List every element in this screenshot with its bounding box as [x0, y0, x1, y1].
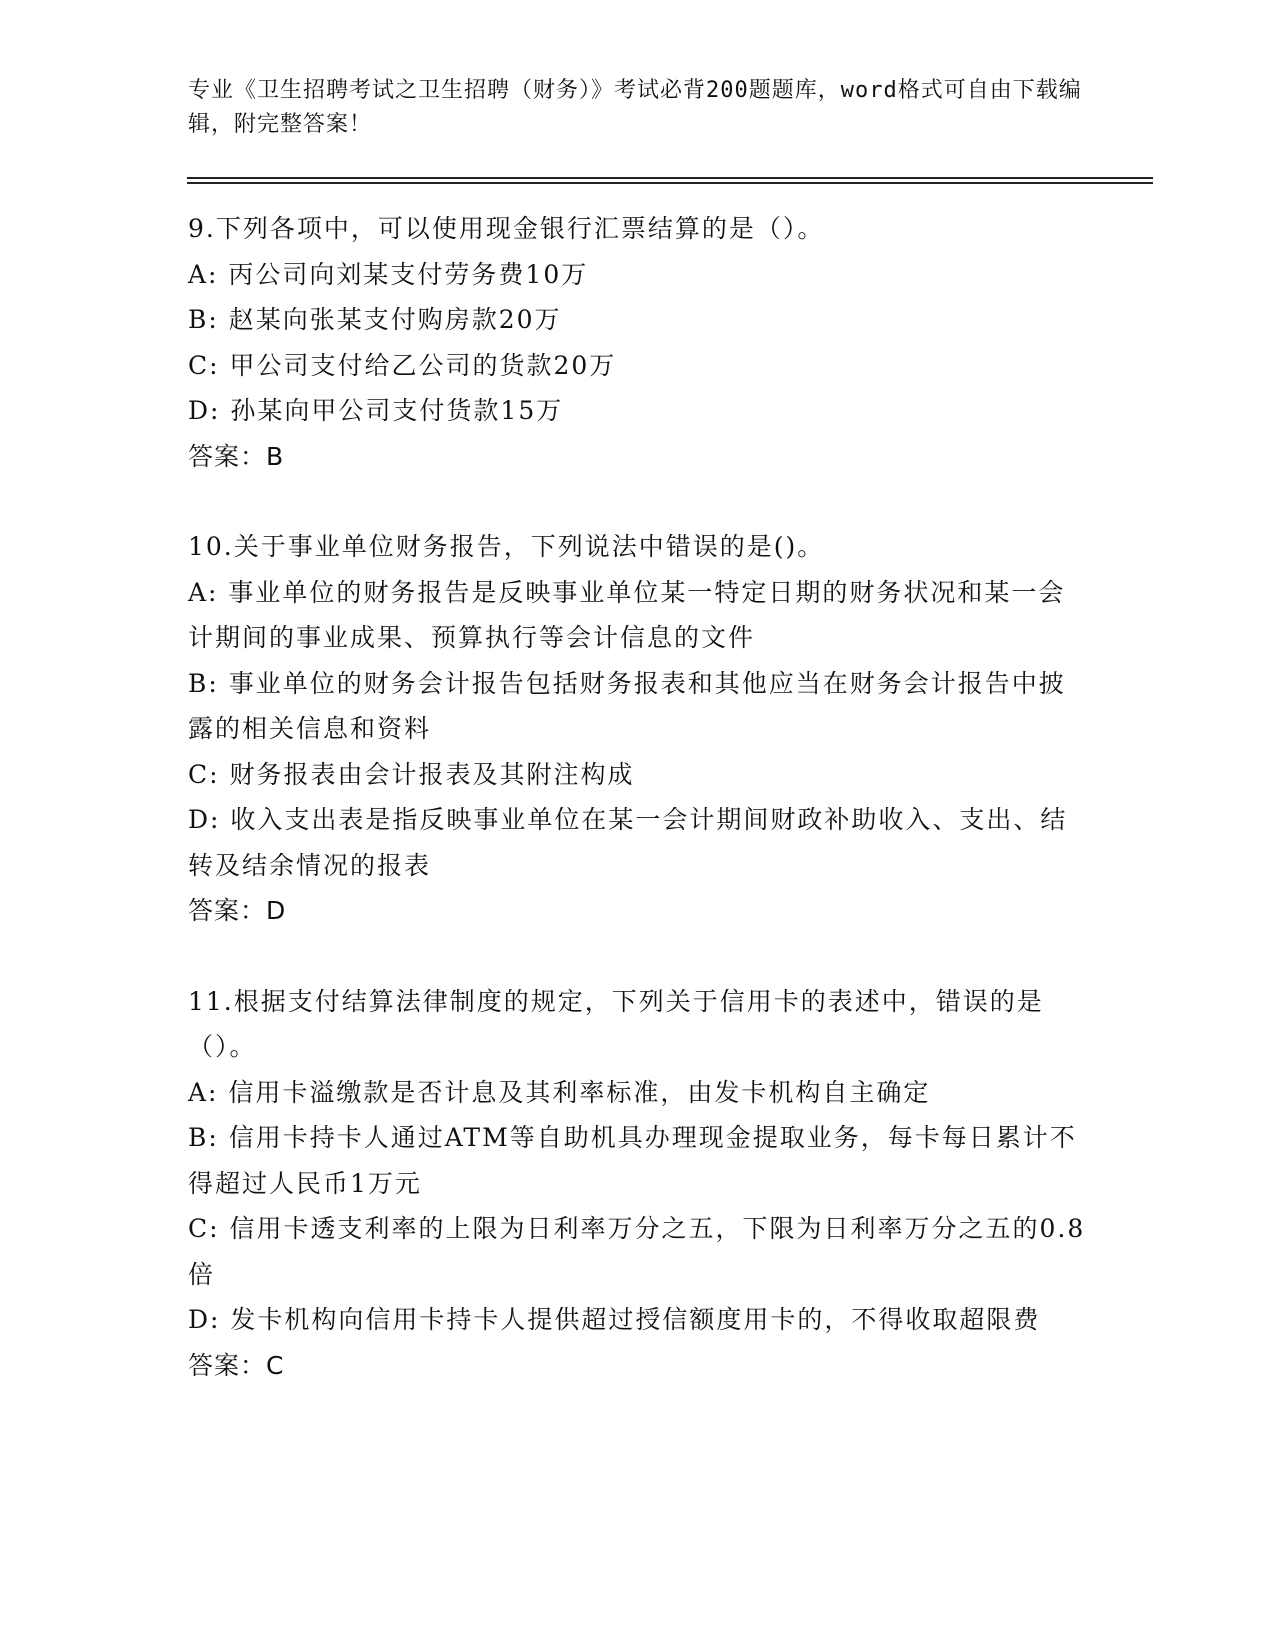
option-a: A: 事业单位的财务报告是反映事业单位某一特定日期的财务状况和某一会计期间的事业成果、预算执行等会计信息的文件	[188, 577, 1066, 652]
option-b: B: 事业单位的财务会计报告包括财务报表和其他应当在财务会计报告中披露的相关信息和资料	[188, 668, 1066, 743]
option-d: D: 孙某向甲公司支付货款15万	[188, 396, 564, 425]
header-divider-top	[187, 177, 1153, 179]
option-a: A: 丙公司向刘某支付劳务费10万	[188, 259, 589, 289]
option-d: D: 收入支出表是指反映事业单位在某一会计期间财政补助收入、支出、结转及结余情况的报表	[188, 805, 1068, 880]
question-item	[188, 979, 1088, 1389]
option-a: A: 信用卡溢缴款是否计息及其利率标准，由发卡机构自主确定	[188, 1077, 931, 1107]
answer-line: 答案：D	[188, 896, 287, 925]
question-stem: 11.根据支付结算法律制度的规定，下列关于信用卡的表述中，错误的是（）。	[188, 986, 1044, 1061]
question-list	[188, 206, 1088, 1433]
question-stem: 10.关于事业单位财务报告，下列说法中错误的是()。	[188, 532, 825, 561]
question-item	[188, 524, 1088, 934]
option-c: C: 甲公司支付给乙公司的货款20万	[188, 350, 617, 380]
option-d: D: 发卡机构向信用卡持卡人提供超过授信额度用卡的，不得收取超限费	[188, 1305, 1041, 1334]
option-b: B: 赵某向张某支付购房款20万	[188, 305, 562, 334]
question-stem: 9.下列各项中，可以使用现金银行汇票结算的是（）。	[188, 214, 825, 243]
answer-line: 答案：B	[188, 441, 285, 471]
option-c: C: 财务报表由会计报表及其附注构成	[188, 759, 635, 789]
option-b: B: 信用卡持卡人通过ATM等自助机具办理现金提取业务，每卡每日累计不得超过人民币1万元	[188, 1123, 1077, 1198]
header-divider-bottom	[187, 182, 1153, 184]
answer-line: 答案：C	[188, 1350, 285, 1380]
question-item	[188, 206, 1088, 479]
document-header: 专业《卫生招聘考试之卫生招聘（财务）》考试必背200题题库，word格式可自由下载编辑，附完整答案！	[188, 78, 1082, 137]
option-c: C: 信用卡透支利率的上限为日利率万分之五，下限为日利率万分之五的0.8倍	[188, 1214, 1086, 1289]
